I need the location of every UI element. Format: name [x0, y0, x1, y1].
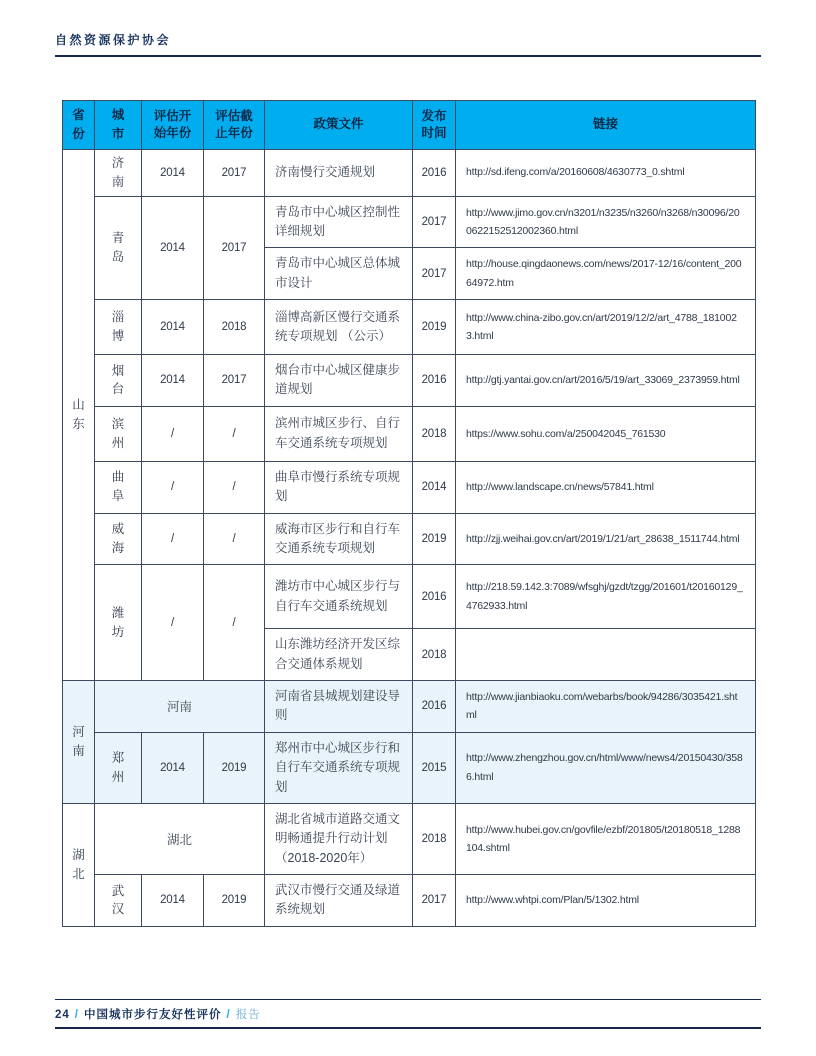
col-header-end-year: 评估截止年份	[204, 101, 265, 150]
policy-cell: 武汉市慢行交通及绿道系统规划	[265, 875, 413, 927]
city-cell: 淄博	[95, 300, 142, 355]
city-cell: 郑州	[95, 732, 142, 803]
publish-year-cell: 2017	[413, 196, 456, 248]
link-cell	[456, 629, 756, 681]
table-row	[63, 803, 756, 874]
table-row	[63, 461, 756, 513]
policy-cell: 河南省县城规划建设导则	[265, 681, 413, 733]
col-header-policy: 政策文件	[265, 101, 413, 150]
end-year-cell: 2017	[204, 355, 265, 407]
publish-year-cell: 2017	[413, 248, 456, 300]
policy-cell: 郑州市中心城区步行和自行车交通系统专项规划	[265, 732, 413, 803]
merged-province-cell: 河南	[95, 681, 265, 733]
policy-cell: 山东潍坊经济开发区综合交通体系规划	[265, 629, 413, 681]
policy-cell: 潍坊市中心城区步行与自行车交通系统规划	[265, 565, 413, 629]
footer-report-title: 中国城市步行友好性评价	[84, 1009, 222, 1021]
col-header-province: 省份	[63, 101, 95, 150]
publish-year-cell: 2015	[413, 732, 456, 803]
policy-cell: 湖北省城市道路交通文明畅通提升行动计划（2018-2020年）	[265, 803, 413, 874]
end-year-cell: /	[204, 565, 265, 681]
city-cell: 青岛	[95, 196, 142, 300]
policy-cell: 淄博高新区慢行交通系统专项规划 （公示）	[265, 300, 413, 355]
end-year-cell: /	[204, 406, 265, 461]
end-year-cell: 2019	[204, 732, 265, 803]
policy-cell: 威海市区步行和自行车交通系统专项规划	[265, 513, 413, 565]
end-year-cell: 2018	[204, 300, 265, 355]
table-row	[63, 406, 756, 461]
publish-year-cell: 2016	[413, 355, 456, 407]
publish-year-cell: 2019	[413, 513, 456, 565]
table-row	[63, 732, 756, 803]
table-header-row	[63, 101, 756, 150]
link-cell: http://www.china-zibo.gov.cn/art/2019/12/2/art_4788_1810023.html	[456, 300, 756, 355]
link-cell: http://218.59.142.3:7089/wfsghj/gzdt/tzgg/201601/t20160129_4762933.html	[456, 565, 756, 629]
merged-province-cell: 湖北	[95, 803, 265, 874]
footer-rule-top	[55, 999, 761, 1000]
city-cell: 潍坊	[95, 565, 142, 681]
col-header-publish-time: 发布时间	[413, 101, 456, 150]
table-row	[63, 300, 756, 355]
end-year-cell: 2017	[204, 196, 265, 300]
link-cell: http://sd.ifeng.com/a/20160608/4630773_0.shtml	[456, 149, 756, 196]
province-cell: 山东	[63, 149, 95, 681]
table-row	[63, 565, 756, 629]
policy-cell: 烟台市中心城区健康步道规划	[265, 355, 413, 407]
start-year-cell: 2014	[142, 355, 204, 407]
link-cell: http://www.whtpi.com/Plan/5/1302.html	[456, 875, 756, 927]
publish-year-cell: 2017	[413, 875, 456, 927]
link-cell: http://zjj.weihai.gov.cn/art/2019/1/21/art_28638_1511744.html	[456, 513, 756, 565]
start-year-cell: 2014	[142, 196, 204, 300]
start-year-cell: /	[142, 461, 204, 513]
policy-cell: 曲阜市慢行系统专项规划	[265, 461, 413, 513]
city-cell: 威海	[95, 513, 142, 565]
publish-year-cell: 2016	[413, 681, 456, 733]
page-number: 24	[55, 1009, 70, 1021]
header-rule	[55, 55, 761, 57]
city-cell: 滨州	[95, 406, 142, 461]
end-year-cell: 2019	[204, 875, 265, 927]
link-cell: http://www.landscape.cn/news/57841.html	[456, 461, 756, 513]
link-cell: http://www.jimo.gov.cn/n3201/n3235/n3260/n3268/n30096/200622152512002360.html	[456, 196, 756, 248]
province-cell: 河南	[63, 681, 95, 804]
city-cell: 济南	[95, 149, 142, 196]
end-year-cell: /	[204, 461, 265, 513]
table-row	[63, 149, 756, 196]
table-row	[63, 875, 756, 927]
link-cell: http://gtj.yantai.gov.cn/art/2016/5/19/art_33069_2373959.html	[456, 355, 756, 407]
link-cell: http://www.hubei.gov.cn/govfile/ezbf/201805/t20180518_1288104.shtml	[456, 803, 756, 874]
publish-year-cell: 2018	[413, 406, 456, 461]
footer-rule-bottom	[55, 1027, 761, 1029]
table-row	[63, 681, 756, 733]
page-footer	[55, 1006, 261, 1022]
link-cell: https://www.sohu.com/a/250042045_761530	[456, 406, 756, 461]
table-row	[63, 513, 756, 565]
table-row	[63, 355, 756, 407]
policy-cell: 滨州市城区步行、自行车交通系统专项规划	[265, 406, 413, 461]
city-cell: 烟台	[95, 355, 142, 407]
publish-year-cell: 2016	[413, 149, 456, 196]
province-cell: 湖北	[63, 803, 95, 926]
policy-table	[62, 100, 756, 927]
link-cell: http://www.jianbiaoku.com/webarbs/book/94286/3035421.shtml	[456, 681, 756, 733]
policy-table-container	[62, 100, 755, 927]
policy-cell: 青岛市中心城区控制性详细规划	[265, 196, 413, 248]
publish-year-cell: 2018	[413, 803, 456, 874]
start-year-cell: 2014	[142, 149, 204, 196]
city-cell: 武汉	[95, 875, 142, 927]
start-year-cell: /	[142, 565, 204, 681]
col-header-city: 城市	[95, 101, 142, 150]
col-header-link: 链接	[456, 101, 756, 150]
link-cell: http://www.zhengzhou.gov.cn/html/www/news4/20150430/3586.html	[456, 732, 756, 803]
start-year-cell: 2014	[142, 875, 204, 927]
start-year-cell: /	[142, 513, 204, 565]
end-year-cell: 2017	[204, 149, 265, 196]
publish-year-cell: 2016	[413, 565, 456, 629]
start-year-cell: 2014	[142, 732, 204, 803]
brand-title: 自然资源保护协会	[55, 33, 172, 47]
table-row	[63, 196, 756, 248]
policy-cell: 青岛市中心城区总体城市设计	[265, 248, 413, 300]
policy-cell: 济南慢行交通规划	[265, 149, 413, 196]
publish-year-cell: 2014	[413, 461, 456, 513]
footer-separator: /	[226, 1009, 231, 1021]
footer-separator: /	[74, 1009, 79, 1021]
start-year-cell: /	[142, 406, 204, 461]
link-cell: http://house.qingdaonews.com/news/2017-12/16/content_20064972.htm	[456, 248, 756, 300]
city-cell: 曲阜	[95, 461, 142, 513]
end-year-cell: /	[204, 513, 265, 565]
col-header-start-year: 评估开始年份	[142, 101, 204, 150]
footer-doc-label: 报告	[235, 1009, 261, 1021]
publish-year-cell: 2019	[413, 300, 456, 355]
start-year-cell: 2014	[142, 300, 204, 355]
publish-year-cell: 2018	[413, 629, 456, 681]
